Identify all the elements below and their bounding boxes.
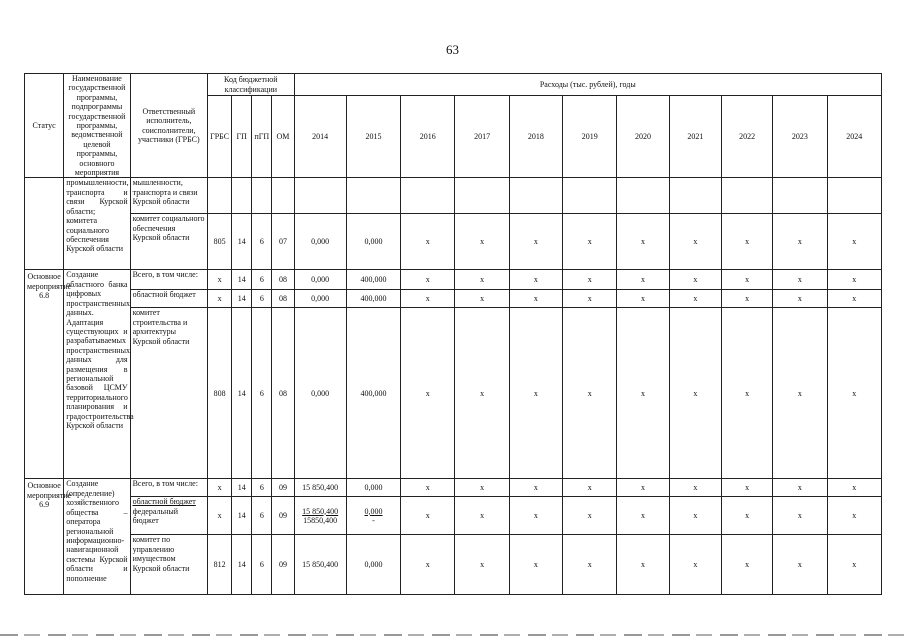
value-cell (827, 308, 881, 479)
page-number: 63 (446, 42, 459, 57)
value-cell (669, 497, 721, 535)
value-cell (827, 535, 881, 595)
value-text: x (641, 388, 646, 398)
value-text: x (587, 275, 592, 285)
value-text: x (797, 483, 802, 493)
value-cell (294, 290, 346, 308)
value-cell (401, 290, 455, 308)
executor-text: областной бюджет (132, 290, 196, 300)
value-text: x (480, 511, 485, 521)
code-cell: 812 (208, 535, 232, 595)
code-cell: 08 (272, 308, 294, 479)
value-cell (773, 178, 827, 214)
value-cell: x (827, 214, 881, 270)
value-cell (721, 497, 772, 535)
value-text: x (693, 483, 698, 493)
value-text: 0,000 (364, 483, 383, 493)
header-year-2014: 2014 (294, 96, 346, 178)
value-text: x (480, 294, 485, 304)
header-expenses: Расходы (тыс. рублей), годы (294, 74, 881, 96)
value-text: x (587, 511, 592, 521)
value-cell (563, 178, 617, 214)
value-cell (346, 479, 400, 497)
value-text: x (425, 483, 430, 493)
value-text: x (587, 560, 592, 570)
value-text: 0,000 (364, 506, 383, 516)
header-year-2018: 2018 (509, 96, 562, 178)
value-cell (617, 479, 669, 497)
value-cell (509, 178, 562, 214)
value-cell (346, 178, 400, 214)
executor-text: комитет строительства и архитектуры Курской области (132, 308, 190, 346)
value-cell (721, 270, 772, 290)
header-budget-code: Код бюджетной классификации (208, 74, 295, 96)
value-cell: x (563, 214, 617, 270)
value-text: x (425, 511, 430, 521)
value-text: x (797, 511, 802, 521)
value-text: 0,000 (311, 294, 330, 304)
code-cell (252, 178, 272, 214)
value-cell (721, 178, 772, 214)
value-cell (773, 497, 827, 535)
value-text: x (745, 560, 750, 570)
name-cell: Создание областного банка цифровых пространственных данных. Адаптация существующих и разрабатываемых пространственных данных для размещения в региональной базовой ЦСМУ территориального планирования и градостроительства Курской области (64, 270, 130, 479)
value-cell (294, 535, 346, 595)
status-cell: Основное мероприятие 6.8 (25, 270, 64, 479)
scan-edge-artifact (0, 634, 905, 636)
value-text: x (533, 275, 538, 285)
executor-cell (130, 497, 207, 535)
value-text: x (480, 560, 485, 570)
code-cell: 6 (252, 497, 272, 535)
code-cell: x (208, 479, 232, 497)
value-text: x (745, 483, 750, 493)
value-cell (563, 308, 617, 479)
value-text: x (425, 294, 430, 304)
value-cell (401, 308, 455, 479)
value-cell (455, 479, 509, 497)
value-text: x (797, 294, 802, 304)
value-text: 0,000 (311, 388, 330, 398)
value-cell (773, 535, 827, 595)
value-cell (346, 535, 400, 595)
code-cell: 07 (272, 214, 294, 270)
value-cell (773, 308, 827, 479)
value-text: x (533, 294, 538, 304)
value-cell: x (669, 214, 721, 270)
code-cell: 08 (272, 290, 294, 308)
value-cell (294, 270, 346, 290)
value-text: x (797, 560, 802, 570)
value-text: x (425, 560, 430, 570)
value-text: x (587, 388, 592, 398)
code-cell: 14 (232, 290, 252, 308)
code-cell: 808 (208, 308, 232, 479)
code-cell: 14 (232, 479, 252, 497)
code-cell: 6 (252, 535, 272, 595)
header-name: Наименование государственной программы, подпрограммы государственной программы, ведомственной целевой программы, основного мероприятия (64, 74, 130, 178)
value-cell (617, 535, 669, 595)
value-cell (455, 497, 509, 535)
value-text: 15 850,400 (302, 506, 339, 516)
code-cell: 14 (232, 308, 252, 479)
value-text: x (533, 388, 538, 398)
executor-text: комитет по управлению имуществом Курской области (132, 535, 190, 573)
code-cell: 6 (252, 308, 272, 479)
value-cell (455, 308, 509, 479)
value-cell (669, 270, 721, 290)
value-text-2: 15850,400 (303, 515, 338, 525)
value-cell (721, 290, 772, 308)
value-text: x (641, 483, 646, 493)
value-cell (401, 178, 455, 214)
value-cell: x (721, 214, 772, 270)
value-cell (827, 290, 881, 308)
status-cell (25, 178, 64, 270)
header-year-2021: 2021 (669, 96, 721, 178)
value-text: x (587, 483, 592, 493)
header-year-2023: 2023 (773, 96, 827, 178)
value-cell (294, 308, 346, 479)
executor-cell (130, 479, 207, 497)
budget-table (24, 73, 882, 595)
status-cell: Основное мероприятие 6.9 (25, 479, 64, 595)
value-cell (346, 497, 400, 535)
value-text: 400,000 (360, 388, 387, 398)
value-cell: x (455, 214, 509, 270)
value-text: 0,000 (364, 560, 383, 570)
value-cell (294, 497, 346, 535)
value-cell (509, 290, 562, 308)
value-cell (827, 270, 881, 290)
executor-cell (130, 535, 207, 595)
table-row (25, 479, 882, 497)
value-text: x (587, 294, 592, 304)
value-text: 15 850,400 (302, 483, 339, 493)
header-year-2020: 2020 (617, 96, 669, 178)
value-cell (563, 290, 617, 308)
value-text: x (797, 275, 802, 285)
value-text: x (480, 275, 485, 285)
value-cell (721, 308, 772, 479)
header-code-грбс: ГРБС (208, 96, 232, 178)
executor-cell (130, 308, 207, 479)
code-cell: 6 (252, 479, 272, 497)
value-cell (669, 178, 721, 214)
value-cell (721, 479, 772, 497)
value-text: 400,000 (360, 294, 387, 304)
table-row (25, 214, 882, 270)
code-cell (232, 178, 252, 214)
value-text: x (533, 483, 538, 493)
value-text: x (693, 560, 698, 570)
value-text: x (852, 560, 857, 570)
value-cell (669, 535, 721, 595)
code-cell: 805 (208, 214, 232, 270)
code-cell: 09 (272, 497, 294, 535)
code-cell: 09 (272, 479, 294, 497)
value-text: 400,000 (360, 275, 387, 285)
code-cell: 6 (252, 290, 272, 308)
value-text: 15 850,400 (302, 560, 339, 570)
value-text: x (641, 560, 646, 570)
value-cell (346, 270, 400, 290)
value-text: x (852, 483, 857, 493)
code-cell (272, 178, 294, 214)
header-executor: Ответственный исполнитель, соисполнители, участники (ГРБС) (130, 74, 207, 178)
value-text-2: - (372, 515, 375, 525)
header-code-гп: ГП (232, 96, 252, 178)
value-text: x (745, 275, 750, 285)
value-text: x (745, 388, 750, 398)
value-cell: x (773, 214, 827, 270)
code-cell: x (208, 270, 232, 290)
value-cell (509, 308, 562, 479)
header-year-2015: 2015 (346, 96, 400, 178)
code-cell: 14 (232, 535, 252, 595)
table-row (25, 497, 882, 535)
value-cell (773, 270, 827, 290)
header-status: Статус (25, 74, 64, 178)
value-text: x (641, 275, 646, 285)
table-row (25, 178, 882, 214)
code-cell: x (208, 497, 232, 535)
value-cell (563, 479, 617, 497)
value-cell (773, 479, 827, 497)
value-text: x (745, 294, 750, 304)
value-cell (669, 479, 721, 497)
value-cell (401, 479, 455, 497)
value-text: x (641, 294, 646, 304)
value-cell (669, 308, 721, 479)
value-cell (773, 290, 827, 308)
value-cell (509, 535, 562, 595)
table-row (25, 535, 882, 595)
code-cell: 14 (232, 270, 252, 290)
name-cell: промышленности, транспорта и связи Курской области; комитета социального обеспечения Курской области (64, 178, 130, 270)
value-text: x (693, 511, 698, 521)
value-text: x (480, 388, 485, 398)
value-cell: x (401, 214, 455, 270)
value-text: x (533, 511, 538, 521)
value-text: x (693, 388, 698, 398)
value-cell (509, 270, 562, 290)
value-cell (294, 178, 346, 214)
value-cell (509, 497, 562, 535)
value-text: x (693, 294, 698, 304)
header-year-2016: 2016 (401, 96, 455, 178)
value-cell (563, 270, 617, 290)
value-cell (669, 290, 721, 308)
value-cell (346, 308, 400, 479)
value-cell: x (617, 214, 669, 270)
header-year-2019: 2019 (563, 96, 617, 178)
value-cell (827, 178, 881, 214)
value-cell (401, 497, 455, 535)
value-text: x (852, 511, 857, 521)
value-cell (294, 479, 346, 497)
code-cell: 08 (272, 270, 294, 290)
code-cell: 09 (272, 535, 294, 595)
code-cell (208, 178, 232, 214)
value-cell: 0,000 (346, 214, 400, 270)
executor-cell: комитет социального обеспечения Курской области (130, 214, 207, 270)
value-cell (617, 178, 669, 214)
value-cell (563, 497, 617, 535)
executor-text: областной бюджет (132, 497, 196, 507)
value-text: x (797, 388, 802, 398)
executor-cell: мышленности, транспорта и связи Курской области (130, 178, 207, 214)
code-cell: 14 (232, 497, 252, 535)
value-text: x (480, 483, 485, 493)
table-row (25, 290, 882, 308)
value-text: x (425, 275, 430, 285)
value-text: x (641, 511, 646, 521)
value-cell (563, 535, 617, 595)
header-code-пгп: пГП (252, 96, 272, 178)
code-cell: x (208, 290, 232, 308)
value-text: x (852, 388, 857, 398)
header-year-2024: 2024 (827, 96, 881, 178)
code-cell: 6 (252, 270, 272, 290)
value-cell (617, 497, 669, 535)
executor-text: Всего, в том числе: (132, 479, 198, 489)
value-cell (827, 479, 881, 497)
value-cell (401, 535, 455, 595)
code-cell: 14 (232, 214, 252, 270)
value-cell (617, 270, 669, 290)
header-year-2017: 2017 (455, 96, 509, 178)
value-cell (721, 535, 772, 595)
header-year-2022: 2022 (721, 96, 772, 178)
table-row (25, 308, 882, 479)
value-cell: x (509, 214, 562, 270)
value-cell (401, 270, 455, 290)
value-cell (509, 479, 562, 497)
value-text: x (533, 560, 538, 570)
value-cell (455, 178, 509, 214)
executor-cell (130, 270, 207, 290)
executor-text-2: федеральный бюджет (132, 506, 179, 526)
value-cell (346, 290, 400, 308)
value-text: x (693, 275, 698, 285)
value-cell (617, 308, 669, 479)
value-text: 0,000 (311, 275, 330, 285)
table-row (25, 270, 882, 290)
name-cell: Создание (определение) хозяйственного общества – оператора региональной информационно-навигационной системы Курской области и пополнение (64, 479, 130, 595)
value-text: x (745, 511, 750, 521)
header-code-ом: ОМ (272, 96, 294, 178)
value-text: x (852, 294, 857, 304)
value-cell (617, 290, 669, 308)
code-cell: 6 (252, 214, 272, 270)
value-text: x (852, 275, 857, 285)
value-cell (455, 290, 509, 308)
executor-cell (130, 290, 207, 308)
value-cell: 0,000 (294, 214, 346, 270)
value-text: x (425, 388, 430, 398)
executor-text: Всего, в том числе: (132, 270, 198, 280)
value-cell (455, 535, 509, 595)
value-cell (455, 270, 509, 290)
value-cell (827, 497, 881, 535)
